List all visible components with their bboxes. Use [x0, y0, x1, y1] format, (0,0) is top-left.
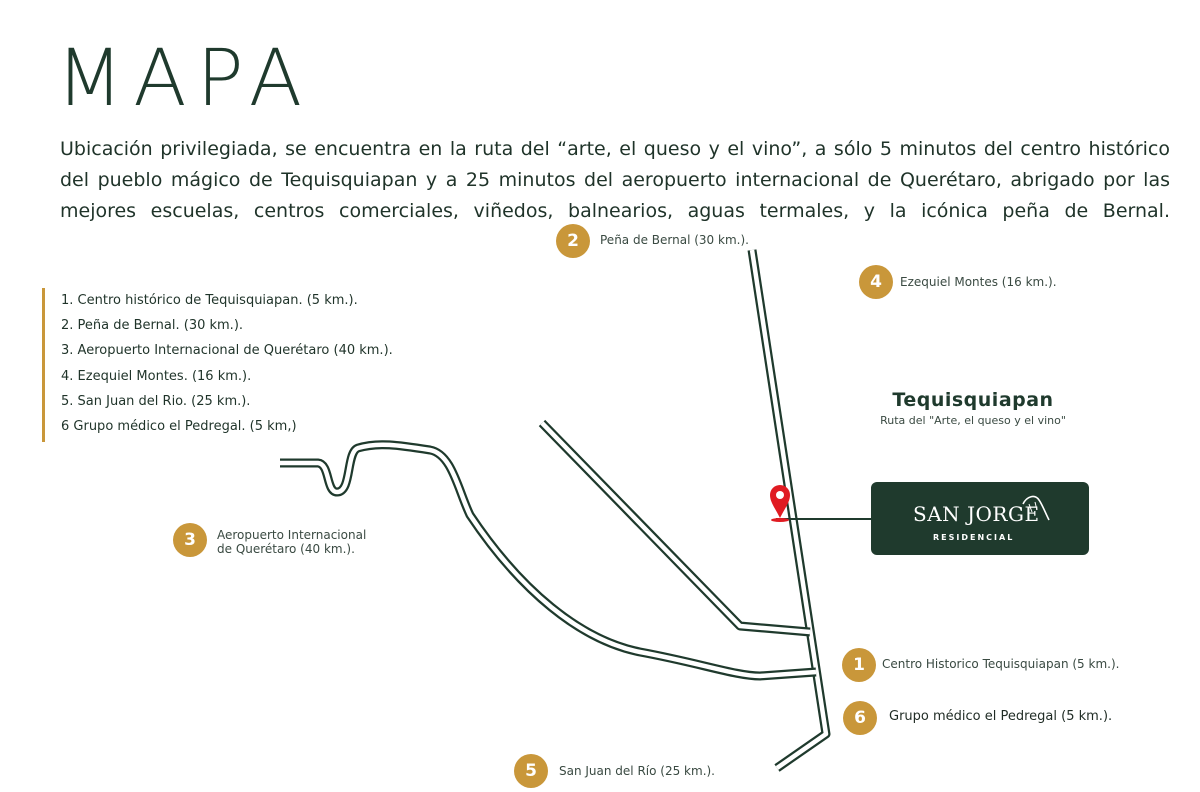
map-pin-icon	[770, 485, 790, 522]
point-3-badge: 3	[173, 523, 207, 557]
logo-subtitle: RESIDENCIAL	[933, 533, 1015, 542]
town-subtitle: Ruta del "Arte, el queso y el vino"	[880, 414, 1066, 427]
winding-road	[280, 445, 816, 676]
legend-item: 2. Peña de Bernal. (30 km.).	[61, 318, 244, 334]
point-4-label: Ezequiel Montes (16 km.).	[900, 275, 1057, 289]
legend-item: 4. Ezequiel Montes. (16 km.).	[61, 368, 252, 384]
legend-item: 1. Centro histórico de Tequisquiapan. (5 km.).	[61, 293, 358, 308]
point-3-label-line2: de Querétaro (40 km.).	[217, 542, 355, 556]
point-5-label: San Juan del Río (25 km.).	[559, 764, 715, 778]
legend-item: 6 Grupo médico el Pedregal. (5 km,)	[61, 419, 297, 435]
town-heading	[860, 389, 1086, 427]
point-2-badge: 2	[556, 224, 590, 258]
point-1-label: Centro Historico Tequisquiapan (5 km.).	[882, 657, 1120, 671]
point-5-badge: 5	[514, 754, 548, 788]
point-6-label: Grupo médico el Pedregal (5 km.).	[889, 709, 1113, 724]
point-6-badge: 6	[843, 701, 877, 735]
point-2-label: Peña de Bernal (30 km.).	[600, 233, 749, 247]
page-title: MAPA	[56, 34, 313, 124]
legend-item: 5. San Juan del Rio. (25 km.).	[61, 393, 251, 409]
main-highway-road	[752, 250, 826, 768]
point-3-label-line1: Aeropuerto Internacional	[217, 528, 367, 542]
town-name: Tequisquiapan	[892, 389, 1054, 411]
intro-paragraph: Ubicación privilegiada, se encuentra en la ruta del “arte, el queso y el vino”, a sólo 5 minutos del centro histórico del pueblo mágico de Tequisquiapan y a 25 minutos del aeropuerto internacional de Querétaro, abrigado por las mejores escuelas, centros comerciales, viñedos, balnearios, aguas termales, y la icónica peña de Bernal.	[60, 138, 1170, 222]
legend-item: 3. Aeropuerto Internacional de Querétaro (40 km.).	[61, 343, 393, 359]
logo-name: SAN JORGE	[913, 502, 1040, 526]
point-1-badge: 1	[842, 648, 876, 682]
point-4-badge: 4	[859, 265, 893, 299]
san-jorge-logo	[871, 482, 1089, 555]
diagonal-road	[542, 423, 810, 632]
